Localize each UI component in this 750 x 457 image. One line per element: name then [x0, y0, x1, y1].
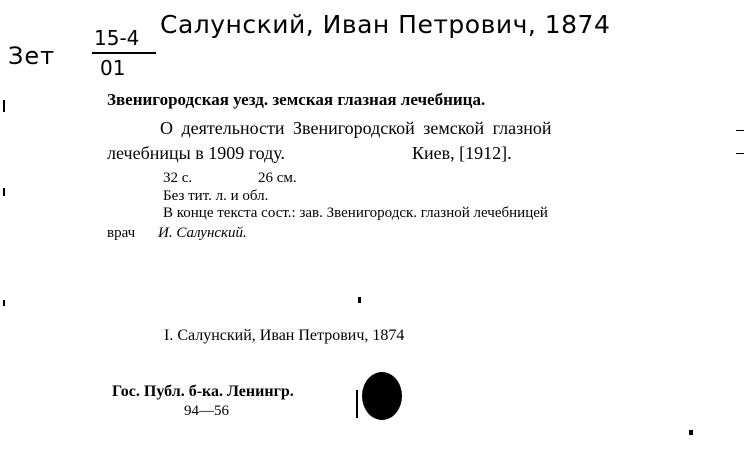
handwritten-author: Салунский, Иван Петрович, 1874: [160, 10, 611, 39]
record-pages: 32 с.: [163, 170, 193, 186]
tracing-entry: I. Салунский, Иван Петрович, 1874: [164, 327, 405, 344]
shelfmark-fraction-top: 15-4: [94, 26, 140, 50]
record-title-line1: О деятельности Звенигородской земской глазной: [160, 118, 552, 138]
shelfmark-fraction-bottom: 01: [100, 56, 126, 80]
speck-mark: [3, 100, 5, 112]
record-imprint: Киев, [1912].: [412, 143, 512, 163]
shelfmark-fraction-line: [92, 52, 156, 54]
shelfmark-prefix: Зет: [8, 42, 56, 70]
record-note-3-prefix: врач: [107, 225, 136, 241]
library-code: 94—56: [184, 403, 229, 419]
speck-mark: [689, 430, 693, 435]
record-size: 26 см.: [258, 170, 297, 186]
record-note-1: Без тит. л. и обл.: [163, 188, 269, 204]
speck-mark: [736, 130, 744, 131]
speck-mark: [736, 153, 744, 154]
speck-mark: [356, 390, 358, 418]
record-note-2: В конце текста сост.: зав. Звенигородск. глазной лечебницей: [163, 205, 548, 221]
library-stamp: Гос. Публ. б-ка. Ленингр.: [112, 383, 294, 400]
punch-hole: [362, 372, 402, 420]
record-note-3-name: И. Салунский.: [158, 225, 247, 241]
speck-mark: [3, 300, 5, 306]
record-heading: Звенигородская уезд. земская глазная лечебница.: [107, 90, 486, 109]
record-title-line2: лечебницы в 1909 году.: [107, 143, 285, 163]
speck-mark: [3, 188, 5, 196]
speck-mark: [358, 297, 361, 303]
